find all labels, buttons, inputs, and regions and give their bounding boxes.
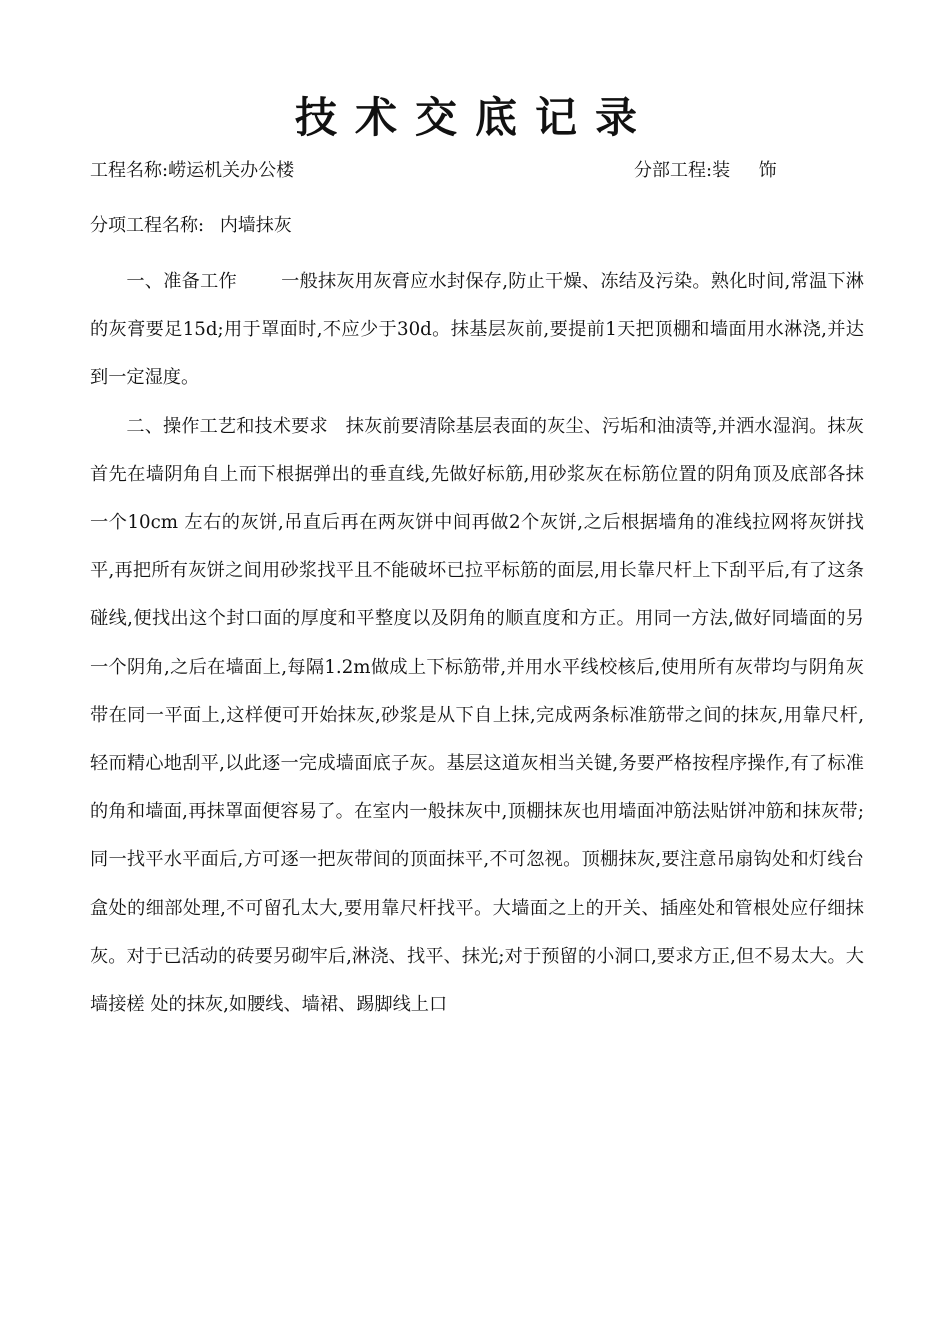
subitem-value: 内墙抹灰 xyxy=(219,215,292,236)
paragraph-heading: 二、操作工艺和技术要求 xyxy=(126,415,328,437)
document-body xyxy=(90,258,864,1029)
paragraph-text: 抹灰前要清除基层表面的灰尘、污垢和油渍等,并洒水湿润。抹灰首先在墙阴角自上而下根据弹出的垂直线,先做好标筋,用砂浆灰在标筋位置的阴角顶及底部各抹一个10cm 左右的灰饼,吊直后再在两灰饼中间再做2个灰饼,之后根据墙角的准线拉网将灰饼找平,再把所有灰饼之间用砂浆找平且不能破坏已拉平标筋的面层,用长靠尺杆上下刮平后,有了这条碰线,便找出这个封口面的厚度和平整度以及阴角的顺直度和方正。用同一方法,做好同墙面的另一个阴角,之后在墙面上,每隔1.2m做成上下标筋带,并用水平线校核后,使用所有灰带均与阴角灰带在同一平面上,这样便可开始抹灰,砂浆是从下自上抹,完成两条标准筋带之间的抹灰,用靠尺杆,轻而精心地刮平,以此逐一完成墙面底子灰。基层这道灰相当关键,务要严格按程序操作,有了标准的角和墙面,再抹罩面便容易了。在室内一般抹灰中,顶棚抹灰也用墙面冲筋法贴饼冲筋和抹灰带;同一找平水平面后,方可逐一把灰带间的顶面抹平,不可忽视。顶棚抹灰,要注意吊扇钩处和灯线台盒处的细部处理,不可留孔太大,要用靠尺杆找平。大墙面之上的开关、插座处和管根处应仔细抹灰。对于已活动的砖要另砌牢后,淋浇、找平、抹光;对于预留的小洞口,要求方正,但不易太大。大墙接槎 处的抹灰,如腰线、墙裙、踢脚线上口 xyxy=(90,415,864,1016)
division-row xyxy=(634,157,777,185)
paragraph-preparation xyxy=(90,258,864,403)
division-label: 分部工程: xyxy=(634,160,713,181)
paragraph-text: 一般抹灰用灰膏应水封保存,防止干燥、冻结及污染。熟化时间,常温下淋的灰膏要足15d;用于罩面时,不应少于30d。抹基层灰前,要提前1天把顶棚和墙面用水淋浇,并达到一定湿度。 xyxy=(90,271,864,389)
document-title: 技术交底记录 xyxy=(294,93,655,142)
paragraph-process xyxy=(90,403,864,1030)
paragraph-heading: 一、准备工作 xyxy=(126,271,237,292)
subitem-label: 分项工程名称: xyxy=(90,215,205,236)
project-name-row xyxy=(90,157,294,185)
project-name-value: 崂运机关办公楼 xyxy=(168,160,295,181)
subitem-row xyxy=(90,212,292,240)
project-name-label: 工程名称: xyxy=(90,160,169,181)
division-value: 装 饰 xyxy=(712,160,777,181)
